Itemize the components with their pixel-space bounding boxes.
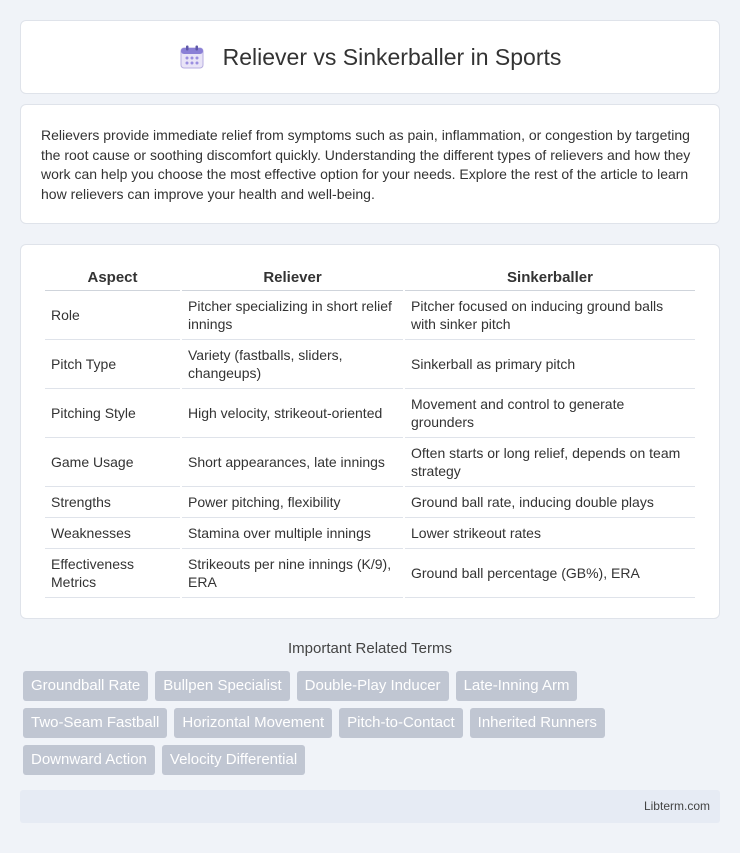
table-cell: Role: [45, 291, 180, 340]
term-tag[interactable]: Velocity Differential: [162, 745, 305, 775]
related-terms-title: Important Related Terms: [288, 640, 452, 657]
table-cell: Pitcher specializing in short relief innings: [182, 291, 403, 340]
calendar-icon: [179, 44, 205, 70]
table-cell: Game Usage: [45, 438, 180, 487]
term-tag[interactable]: Late-Inning Arm: [456, 671, 578, 701]
table-cell: Lower strikeout rates: [405, 518, 695, 549]
table-cell: Weaknesses: [45, 518, 180, 549]
table-cell: High velocity, strikeout-oriented: [182, 389, 403, 438]
table-cell: Pitcher focused on inducing ground balls with sinker pitch: [405, 291, 695, 340]
table-cell: Often starts or long relief, depends on team strategy: [405, 438, 695, 487]
term-tag[interactable]: Two-Seam Fastball: [23, 708, 167, 738]
related-terms-list: [23, 671, 723, 775]
table-row: [45, 389, 695, 438]
intro-text: Relievers provide immediate relief from symptoms such as pain, inflammation, or congestion by targeting the root cause or soothing discomfort quickly. Understanding the different types of relievers and how they work can help you choose the most effective option for your needs. Explore the rest of the article to learn how relievers can improve your health and well-being.: [41, 127, 691, 202]
header-card: [20, 20, 720, 94]
table-cell: Pitching Style: [45, 389, 180, 438]
term-tag[interactable]: Double-Play Inducer: [297, 671, 449, 701]
table-row: [45, 487, 695, 518]
header-aspect: Aspect: [45, 265, 180, 291]
table-row: [45, 291, 695, 340]
term-tag[interactable]: Inherited Runners: [470, 708, 605, 738]
table-cell: Movement and control to generate grounders: [405, 389, 695, 438]
page-title: Reliever vs Sinkerballer in Sports: [222, 43, 562, 70]
table-cell: Effectiveness Metrics: [45, 549, 180, 598]
term-tag[interactable]: Bullpen Specialist: [155, 671, 289, 701]
header-reliever: Reliever: [182, 265, 403, 291]
table-cell: Strikeouts per nine innings (K/9), ERA: [182, 549, 403, 598]
table-row: [45, 549, 695, 598]
term-tag[interactable]: Horizontal Movement: [174, 708, 332, 738]
term-tag[interactable]: Groundball Rate: [23, 671, 148, 701]
table-cell: Pitch Type: [45, 340, 180, 389]
table-cell: Strengths: [45, 487, 180, 518]
table-header-row: [45, 265, 695, 291]
table-cell: Ground ball percentage (GB%), ERA: [405, 549, 695, 598]
term-tag[interactable]: Pitch-to-Contact: [339, 708, 463, 738]
table-cell: Variety (fastballs, sliders, changeups): [182, 340, 403, 389]
table-row: [45, 438, 695, 487]
intro-card: [20, 104, 720, 224]
table-row: [45, 518, 695, 549]
comparison-table: [43, 265, 697, 598]
term-tag[interactable]: Downward Action: [23, 745, 155, 775]
footer: [20, 790, 720, 823]
table-cell: Power pitching, flexibility: [182, 487, 403, 518]
table-cell: Stamina over multiple innings: [182, 518, 403, 549]
table-cell: Ground ball rate, inducing double plays: [405, 487, 695, 518]
header-sinkerballer: Sinkerballer: [405, 265, 695, 291]
table-cell: Sinkerball as primary pitch: [405, 340, 695, 389]
table-cell: Short appearances, late innings: [182, 438, 403, 487]
footer-site-link[interactable]: Libterm.com: [643, 799, 710, 813]
comparison-table-card: [20, 244, 720, 619]
table-row: [45, 340, 695, 389]
